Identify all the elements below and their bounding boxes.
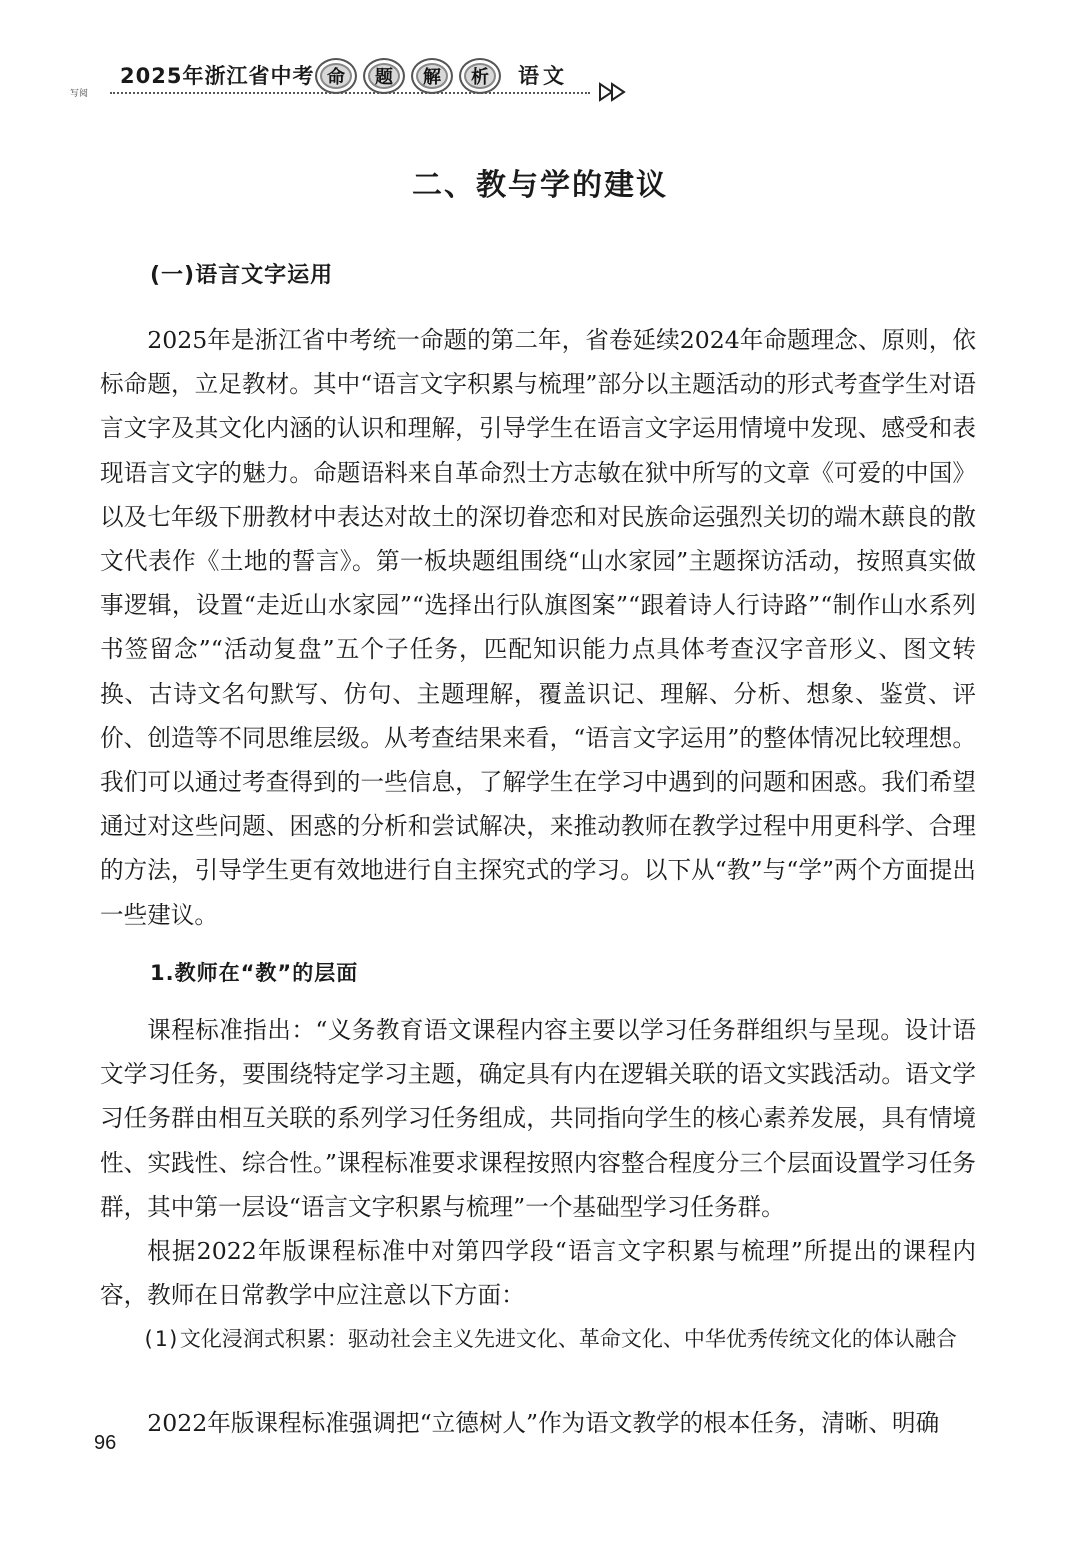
paragraph-text: 2022年版课程标准强调把“立德树人”作为语文教学的根本任务，清晰、明确 bbox=[147, 1409, 940, 1437]
running-header bbox=[70, 58, 650, 98]
chapter-title: 二、教与学的建议 bbox=[412, 168, 668, 203]
header-badge: 题 bbox=[363, 58, 405, 94]
header-subject: 语文 bbox=[518, 64, 568, 88]
list-item: (1)文化浸润式积累：驱动社会主义先进文化、革命文化、中华优秀传统文化的体认融合 bbox=[142, 1327, 957, 1351]
paragraph-text: 根据2022年版课程标准中对第四学段“语言文字积累与梳理”所提出的课程内容，教师在日常教学中应注意以下方面： bbox=[100, 1237, 976, 1310]
paragraph-curriculum bbox=[100, 1008, 976, 1317]
sub-heading-teacher: 1.教师在“教”的层面 bbox=[150, 961, 359, 985]
page-number: 96 bbox=[94, 1432, 117, 1454]
paragraph-intro bbox=[100, 318, 976, 937]
paragraph-text: 2025年是浙江省中考统一命题的第二年，省卷延续2024年命题理念、原则，依标命题，立足教材。其中“语言文字积累与梳理”部分以主题活动的形式考查学生对语言文字及其文化内涵的认识和理解，引导学生在语言文字运用情境中发现、感受和表现语言文字的魅力。命题语料来自革命烈士方志敏在狱中所写的文章《可爱的中国》以及七年级下册教材中表达对故土的深切眷恋和对民族命运强烈关切的端木蕻良的散文代表作《土地的誓言》。第一板块题组围绕“山水家园”主题探访活动，按照真实做事逻辑，设置“走近山水家园”“选择出行队旗图案”“跟着诗人行诗路”“制作山水系列书签留念”“活动复盘”五个子任务，匹配知识能力点具体考查汉字音形义、图文转换、古诗文名句默写、仿句、主题理解，覆盖识记、理解、分析、想象、鉴赏、评价、创造等不同思维层级。从考查结果来看，“语言文字运用”的整体情况比较理想。我们可以通过考查得到的一些信息，了解学生在学习中遇到的问题和困惑。我们希望通过对这些问题、困惑的分析和尝试解决，来推动教师在教学过程中用更科学、合理的方法，引导学生更有效地进行自主探究式的学习。以下从“教”与“学”两个方面提出一些建议。 bbox=[100, 326, 976, 929]
header-badge: 析 bbox=[459, 58, 501, 94]
header-small-mark: 写阅 bbox=[70, 89, 89, 99]
header-badges bbox=[315, 58, 501, 94]
header-badge: 解 bbox=[411, 58, 453, 94]
paragraph-text: 课程标准指出：“义务教育语文课程内容主要以学习任务群组织与呈现。设计语文学习任务，要围绕特定学习主题，确定具有内在逻辑关联的语文实践活动。语文学习任务群由相互关联的系列学习任务组成，共同指向学生的核心素养发展，具有情境性、实践性、综合性。”课程标准要求课程按照内容整合程度分三个层面设置学习任务群，其中第一层设“语言文字积累与梳理”一个基础型学习任务群。 bbox=[100, 1016, 976, 1221]
paragraph-standard bbox=[100, 1401, 976, 1445]
header-book-title: 2025年浙江省中考 bbox=[120, 64, 315, 88]
header-dotted-rule bbox=[110, 92, 590, 94]
section-title: (一)语言文字运用 bbox=[150, 263, 334, 288]
header-badge: 命 bbox=[315, 58, 357, 94]
double-arrow-icon bbox=[598, 80, 628, 104]
